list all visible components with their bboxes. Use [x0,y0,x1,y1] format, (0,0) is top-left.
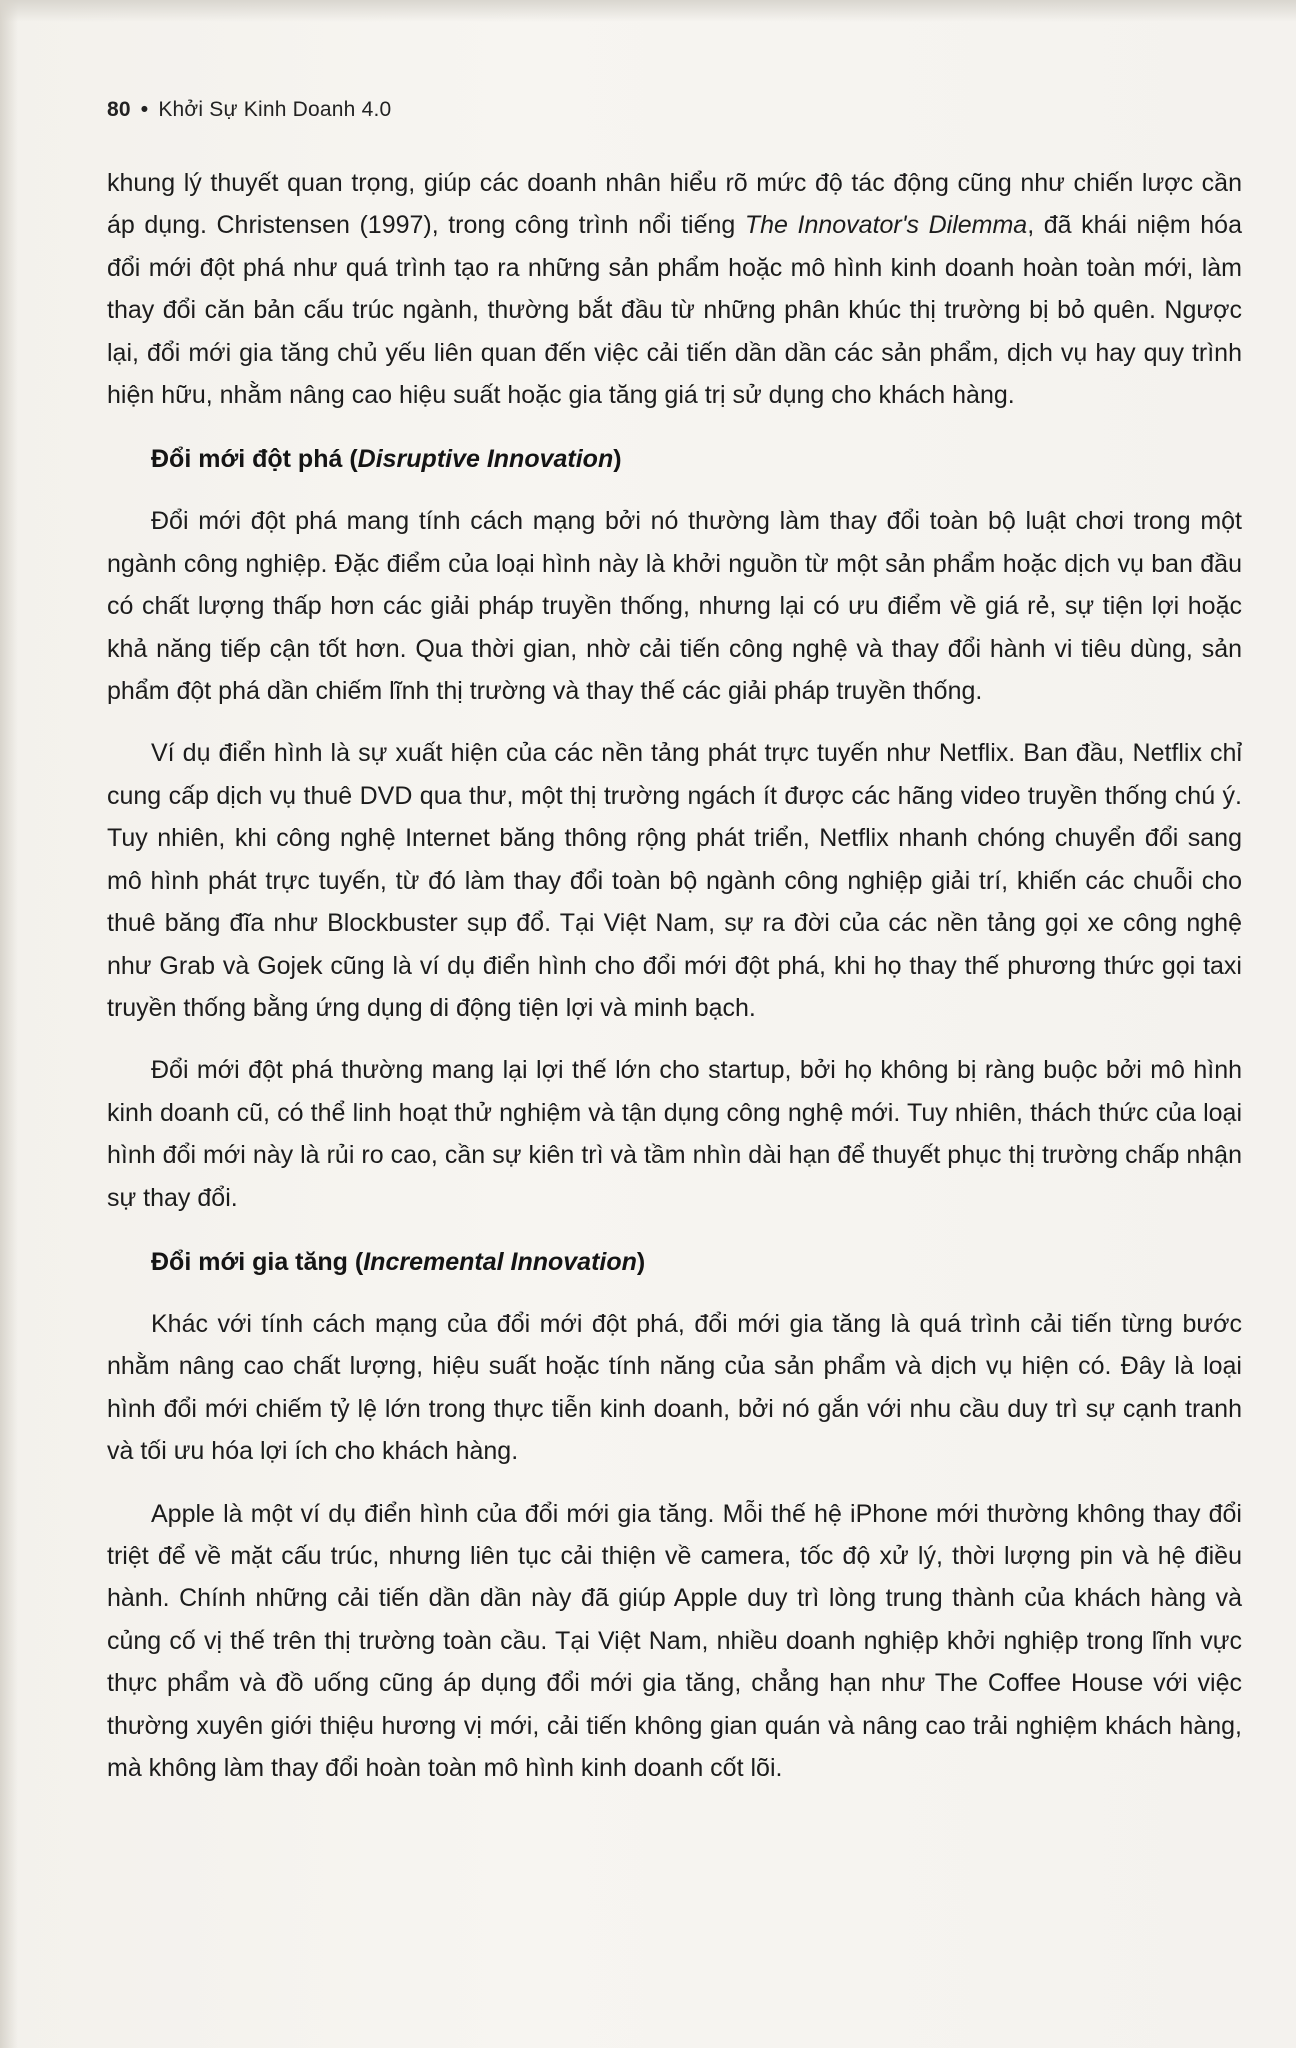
intro-text-2: , đã khái niệm hóa đổi mới đột phá như quá trình tạo ra những sản phẩm hoặc mô hình kinh doanh hoàn toàn mới, làm thay đổi căn bản cấu trúc ngành, thường bắt đầu từ những phân khúc thị trường bị bỏ quên. Ngược lại, đổi mới gia tăng chủ yếu liên quan đến việc cải tiến dần dần các sản phẩm, dịch vụ hay quy trình hiện hữu, nhằm nâng cao hiệu suất hoặc gia tăng giá trị sử dụng cho khách hàng. [107,211,1242,410]
page-number: 80 [107,98,131,121]
running-header [107,98,391,122]
disruptive-paragraph-3: Đổi mới đột phá thường mang lại lợi thế lớn cho startup, bởi họ không bị ràng buộc bởi mô hình kinh doanh cũ, có thể linh hoạt thử nghiệm và tận dụng công nghệ mới. Tuy nhiên, thách thức của loại hình đổi mới này là rủi ro cao, cần sự kiên trì và tầm nhìn dài hạn để thuyết phục thị trường chấp nhận sự thay đổi. [107,1056,1242,1212]
book-reference: The Innovator's Dilemma [744,211,1028,240]
disruptive-paragraph-1: Đổi mới đột phá mang tính cách mạng bởi nó thường làm thay đổi toàn bộ luật chơi trong một ngành công nghiệp. Đặc điểm của loại hình này là khởi nguồn từ một sản phẩm hoặc dịch vụ ban đầu có chất lượng thấp hơn các giải pháp truyền thống, nhưng lại có ưu điểm về giá rẻ, sự tiện lợi hoặc khả năng tiếp cận tốt hơn. Qua thời gian, nhờ cải tiến công nghệ và thay đổi hành vi tiêu dùng, sản phẩm đột phá dần chiếm lĩnh thị trường và thay thế các giải pháp truyền thống. [107,507,1242,706]
book-title: Khởi Sự Kinh Doanh 4.0 [158,98,392,121]
incremental-paragraph-2: Apple là một ví dụ điển hình của đổi mới gia tăng. Mỗi thế hệ iPhone mới thường không thay đổi triệt để về mặt cấu trúc, nhưng liên tục cải thiện về camera, tốc độ xử lý, thời lượng pin và hệ điều hành. Chính những cải tiến dần dần này đã giúp Apple duy trì lòng trung thành của khách hàng và củng cố vị thế trên thị trường toàn cầu. Tại Việt Nam, nhiều doanh nghiệp khởi nghiệp trong lĩnh vực thực phẩm và đồ uống cũng áp dụng đổi mới gia tăng, chẳng hạn như The Coffee House với việc thường xuyên giới thiệu hương vị mới, cải tiến không gian quán và nâng cao trải nghiệm khách hàng, mà không làm thay đổi hoàn toàn mô hình kinh doanh cốt lõi. [107,1499,1242,1782]
section-heading-incremental [151,1241,1242,1283]
disruptive-paragraph-2: Ví dụ điển hình là sự xuất hiện của các nền tảng phát trực tuyến như Netflix. Ban đầu, Netflix chỉ cung cấp dịch vụ thuê DVD qua thư, một thị trường ngách ít được các hãng video truyền thống chú ý. Tuy nhiên, khi công nghệ Internet băng thông rộng phát triển, Netflix nhanh chóng chuyển đổi sang mô hình phát trực tuyến, từ đó làm thay đổi toàn bộ ngành công nghiệp giải trí, khiến các chuỗi cho thuê băng đĩa như Blockbuster sụp đổ. Tại Việt Nam, sự ra đời của các nền tảng gọi xe công nghệ như Grab và Gojek cũng là ví dụ điển hình cho đổi mới đột phá, khi họ thay thế phương thức gọi taxi truyền thống bằng ứng dụng di động tiện lợi và minh bạch. [107,739,1242,1022]
intro-paragraph [107,162,1242,416]
heading-en-text: Incremental Innovation [363,1247,637,1276]
heading-vi-text: Đổi mới gia tăng ( [151,1247,364,1276]
page-body [107,162,1242,1789]
intro-text-1: khung lý thuyết quan trọng, giúp các doanh nhân hiểu rõ mức độ tác động cũng như chiến lược cần áp dụng. Christensen (1997), trong công trình nổi tiếng [107,169,1242,240]
heading-en-text: Disruptive Innovation [357,445,614,474]
incremental-paragraph-1: Khác với tính cách mạng của đổi mới đột phá, đổi mới gia tăng là quá trình cải tiến từng bước nhằm nâng cao chất lượng, hiệu suất hoặc tính năng của sản phẩm và dịch vụ hiện có. Đây là loại hình đổi mới chiếm tỷ lệ lớn trong thực tiễn kinh doanh, bởi nó gắn với nhu cầu duy trì sự cạnh tranh và tối ưu hóa lợi ích cho khách hàng. [107,1309,1242,1466]
page-top-shadow [0,0,1296,22]
heading-close: ) [613,445,622,474]
page-binding-edge [0,0,18,2048]
section-heading-disruptive [151,438,1242,480]
heading-close: ) [636,1247,646,1276]
heading-vi-text: Đổi mới đột phá ( [151,445,358,474]
header-separator: • [140,98,149,121]
